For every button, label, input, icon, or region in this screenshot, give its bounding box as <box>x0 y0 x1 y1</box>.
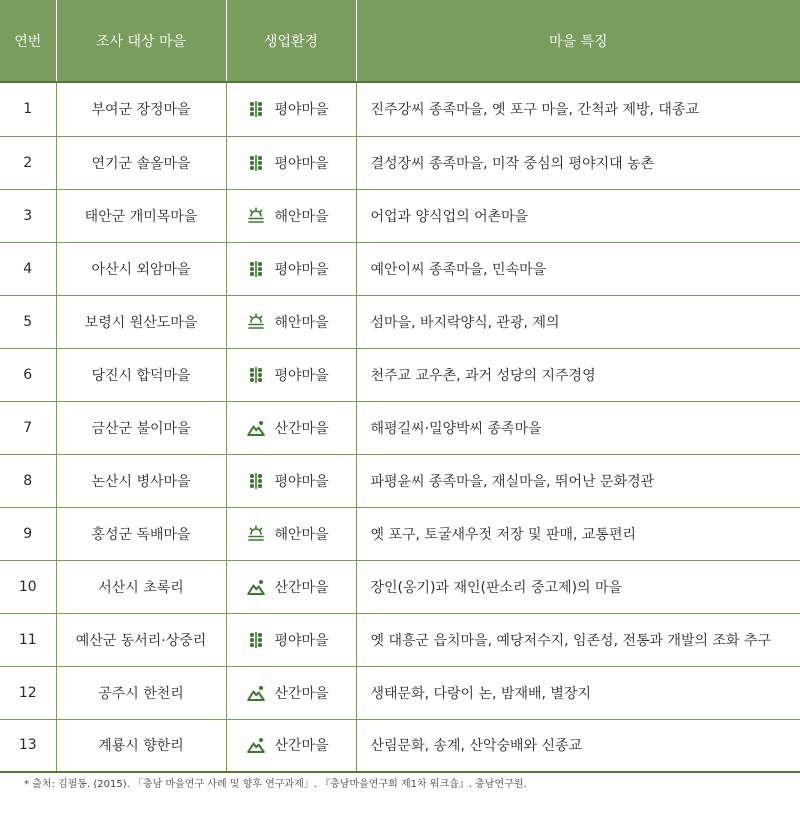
village-features: 결성장씨 종족마을, 미작 중심의 평야지대 농촌 <box>356 136 800 189</box>
table-row <box>0 401 800 454</box>
livelihood-label: 평야마을 <box>274 473 329 490</box>
livelihood-cell <box>226 189 356 242</box>
rice-plant-icon <box>247 154 265 172</box>
village-name: 서산시 초록리 <box>56 560 226 613</box>
village-name: 계룡시 향한리 <box>56 719 226 772</box>
table-row <box>0 348 800 401</box>
village-name: 금산군 불이마을 <box>56 401 226 454</box>
table-header-row <box>0 0 800 82</box>
village-name: 보령시 원산도마을 <box>56 295 226 348</box>
livelihood-cell <box>226 560 356 613</box>
livelihood-label: 평야마을 <box>274 261 329 278</box>
village-features: 천주교 교우촌, 과거 성당의 지주경영 <box>356 348 800 401</box>
row-number: 4 <box>0 242 56 295</box>
village-features: 장인(옹기)과 재인(판소리 중고제)의 마을 <box>356 560 800 613</box>
rice-plant-icon <box>247 472 265 490</box>
header-livelihood: 생업환경 <box>226 0 356 82</box>
livelihood-label: 평야마을 <box>274 367 329 384</box>
table-row <box>0 719 800 772</box>
village-features: 예안이씨 종족마을, 민속마을 <box>356 242 800 295</box>
livelihood-label: 해안마을 <box>274 526 329 543</box>
sea-sunrise-icon <box>247 525 265 543</box>
village-features: 해평길씨·밀양박씨 종족마을 <box>356 401 800 454</box>
source-note: * 출처: 김필동. (2015). 「충남 마을연구 사례 및 향후 연구과제」. 『충남마을연구회 제1차 워크숍』. 충남연구원. <box>24 779 527 790</box>
livelihood-cell <box>226 136 356 189</box>
rice-plant-icon <box>247 631 265 649</box>
village-name: 당진시 합덕마을 <box>56 348 226 401</box>
row-number: 12 <box>0 666 56 719</box>
livelihood-cell <box>226 613 356 666</box>
table-row <box>0 82 800 136</box>
village-name: 논산시 병사마을 <box>56 454 226 507</box>
rice-plant-icon <box>247 260 265 278</box>
row-number: 9 <box>0 507 56 560</box>
village-name: 태안군 개미목마을 <box>56 189 226 242</box>
table-row <box>0 507 800 560</box>
table-row <box>0 613 800 666</box>
livelihood-label: 해안마을 <box>274 208 329 225</box>
sea-sunrise-icon <box>247 313 265 331</box>
table-row <box>0 560 800 613</box>
village-features: 옛 포구, 토굴새우젓 저장 및 판매, 교통편리 <box>356 507 800 560</box>
table-row <box>0 454 800 507</box>
village-name: 부여군 장정마을 <box>56 82 226 136</box>
rice-plant-icon <box>247 100 265 118</box>
row-number: 5 <box>0 295 56 348</box>
livelihood-cell <box>226 454 356 507</box>
livelihood-label: 평야마을 <box>274 102 329 119</box>
livelihood-label: 산간마을 <box>274 420 329 437</box>
row-number: 2 <box>0 136 56 189</box>
village-name: 예산군 동서리·상중리 <box>56 613 226 666</box>
mountain-icon <box>247 736 265 754</box>
village-features: 옛 대흥군 읍치마을, 예당저수지, 임존성, 전통과 개발의 조화 추구 <box>356 613 800 666</box>
row-number: 7 <box>0 401 56 454</box>
row-number: 6 <box>0 348 56 401</box>
row-number: 3 <box>0 189 56 242</box>
livelihood-cell <box>226 719 356 772</box>
village-name: 아산시 외암마을 <box>56 242 226 295</box>
livelihood-cell <box>226 666 356 719</box>
table-row <box>0 242 800 295</box>
mountain-icon <box>247 684 265 702</box>
village-features: 파평윤씨 종족마을, 재실마을, 뛰어난 문화경관 <box>356 454 800 507</box>
rice-plant-icon <box>247 366 265 384</box>
sea-sunrise-icon <box>247 207 265 225</box>
livelihood-label: 산간마을 <box>274 685 329 702</box>
livelihood-cell <box>226 507 356 560</box>
village-features: 진주강씨 종족마을, 옛 포구 마을, 간척과 제방, 대종교 <box>356 82 800 136</box>
header-village: 조사 대상 마을 <box>56 0 226 82</box>
livelihood-label: 평야마을 <box>274 632 329 649</box>
header-number: 연번 <box>14 33 42 50</box>
livelihood-label: 해안마을 <box>274 314 329 331</box>
row-number: 10 <box>0 560 56 613</box>
livelihood-cell <box>226 242 356 295</box>
mountain-icon <box>247 419 265 437</box>
header-features: 마을 특징 <box>356 0 800 82</box>
village-name: 홍성군 독배마을 <box>56 507 226 560</box>
table-row <box>0 295 800 348</box>
livelihood-cell <box>226 348 356 401</box>
livelihood-label: 산간마을 <box>274 738 329 755</box>
village-name: 공주시 한천리 <box>56 666 226 719</box>
row-number: 11 <box>0 613 56 666</box>
livelihood-label: 평야마을 <box>274 155 329 172</box>
village-features: 산림문화, 송계, 산악숭배와 신종교 <box>356 719 800 772</box>
village-features: 섬마을, 바지락양식, 관광, 제의 <box>356 295 800 348</box>
table-row <box>0 189 800 242</box>
row-number: 8 <box>0 454 56 507</box>
village-features: 어업과 양식업의 어촌마을 <box>356 189 800 242</box>
village-name: 연기군 솔올마을 <box>56 136 226 189</box>
livelihood-cell <box>226 295 356 348</box>
livelihood-cell <box>226 82 356 136</box>
row-number: 13 <box>0 719 56 772</box>
mountain-icon <box>247 578 265 596</box>
table-row <box>0 136 800 189</box>
livelihood-label: 산간마을 <box>274 579 329 596</box>
table-row <box>0 666 800 719</box>
row-number: 1 <box>0 82 56 136</box>
village-features: 생태문화, 다랑이 논, 밤재배, 별장지 <box>356 666 800 719</box>
livelihood-cell <box>226 401 356 454</box>
